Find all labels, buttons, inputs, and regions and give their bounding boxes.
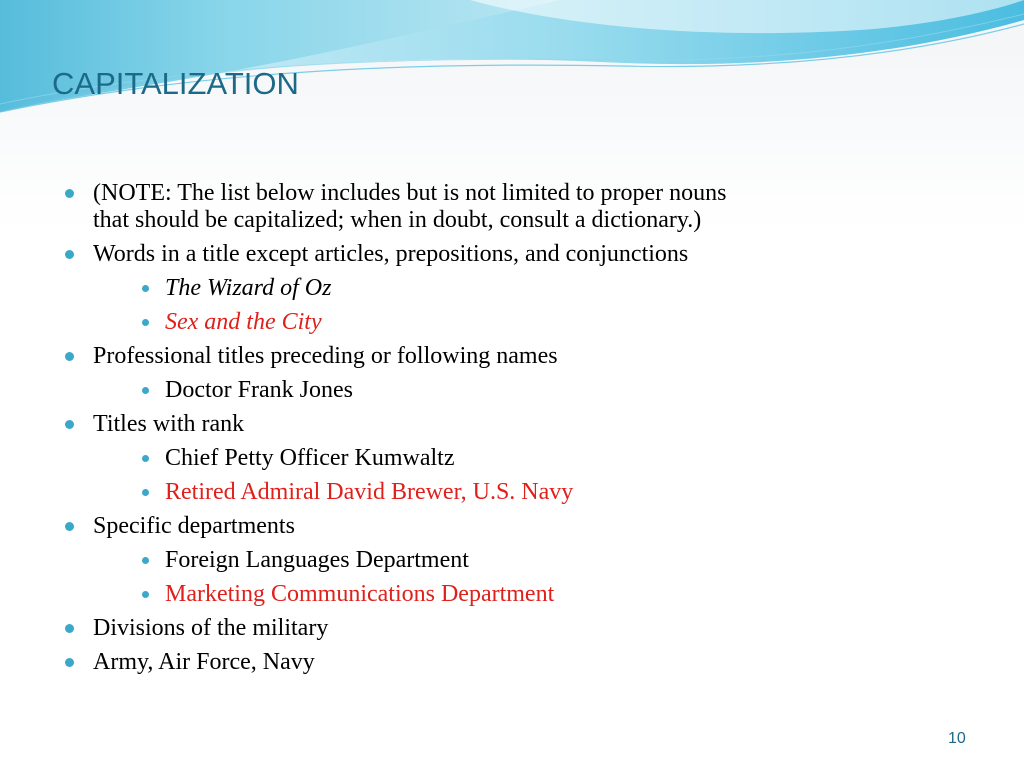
bullet-text: (NOTE: The list below includes but is not limited to proper nouns that should be capitalized; when in doubt, consult a dictionary.): [93, 180, 727, 233]
sub-bullet-item: [93, 377, 742, 404]
bullet-text: Specific departments: [93, 513, 295, 539]
bullet-dot-icon: [65, 658, 74, 667]
sub-bullet-text: Retired Admiral David Brewer, U.S. Navy: [165, 479, 574, 505]
sub-bullet-item: [93, 445, 742, 472]
bullet-item: [62, 513, 742, 608]
bullet-item: [62, 615, 742, 642]
sub-bullet-text: Marketing Communications Department: [165, 581, 555, 607]
sub-bullet-text: Foreign Languages Department: [165, 547, 469, 573]
bullet-item: [62, 411, 742, 506]
sub-bullet-dot-icon: [142, 387, 149, 394]
sub-bullet-dot-icon: [142, 557, 149, 564]
bullet-dot-icon: [65, 624, 74, 633]
sub-bullet-item: [93, 479, 742, 506]
bullet-dot-icon: [65, 250, 74, 259]
slide-title: CAPITALIZATION: [52, 66, 299, 101]
bullet-dot-icon: [65, 522, 74, 531]
sub-bullet-item: [93, 581, 742, 608]
sub-bullet-list: [93, 547, 742, 608]
bullet-item: [62, 343, 742, 404]
bullet-text: Professional titles preceding or following names: [93, 343, 558, 369]
sub-bullet-list: [93, 377, 742, 404]
bullet-dot-icon: [65, 420, 74, 429]
wave-banner-decoration: [0, 0, 1024, 130]
sub-bullet-dot-icon: [142, 319, 149, 326]
sub-bullet-item: [93, 547, 742, 574]
sub-bullet-list: [93, 445, 742, 506]
bullet-text: Divisions of the military: [93, 615, 329, 641]
sub-bullet-dot-icon: [142, 285, 149, 292]
sub-bullet-dot-icon: [142, 489, 149, 496]
bullet-text: Words in a title except articles, prepositions, and conjunctions: [93, 241, 689, 267]
bullet-list: [62, 180, 742, 683]
sub-bullet-text: Sex and the City: [165, 309, 322, 335]
bullet-item: [62, 180, 742, 234]
bullet-dot-icon: [65, 352, 74, 361]
sub-bullet-text: Doctor Frank Jones: [165, 377, 353, 403]
page-number: 10: [948, 730, 966, 747]
sub-bullet-dot-icon: [142, 591, 149, 598]
bullet-dot-icon: [65, 189, 74, 198]
bullet-item: [62, 241, 742, 336]
sub-bullet-dot-icon: [142, 455, 149, 462]
sub-bullet-text: The Wizard of Oz: [165, 275, 332, 301]
sub-bullet-item: [93, 275, 742, 302]
bullet-item: [62, 649, 742, 676]
sub-bullet-text: Chief Petty Officer Kumwaltz: [165, 445, 455, 471]
sub-bullet-item: [93, 309, 742, 336]
bullet-text: Titles with rank: [93, 411, 245, 437]
sub-bullet-list: [93, 275, 742, 336]
bullet-text: Army, Air Force, Navy: [93, 649, 315, 675]
